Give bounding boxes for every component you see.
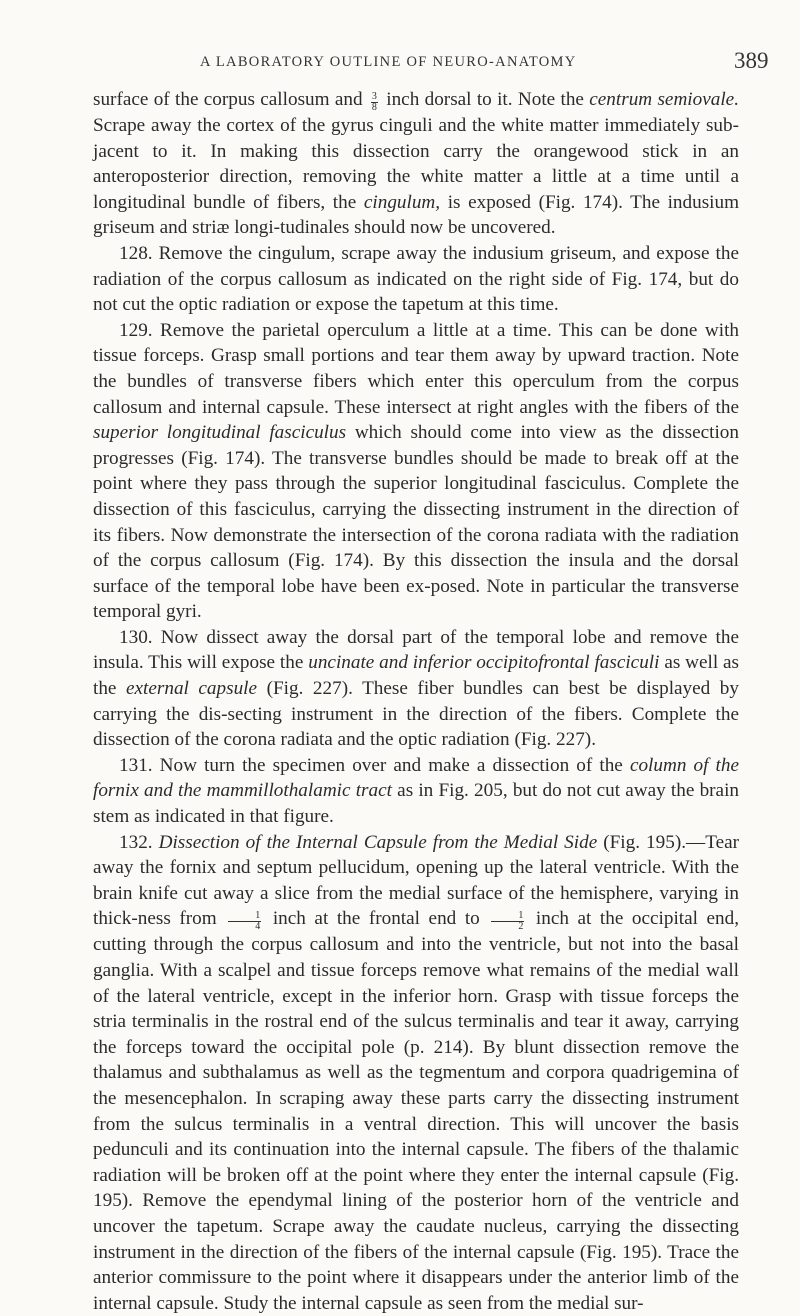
paragraph-continued	[93, 87, 739, 241]
italic-term: centrum semiovale.	[589, 89, 739, 110]
fraction	[371, 92, 378, 113]
text-run: 129. Remove the parietal operculum a little at a time. This can be done with tissue forceps. Grasp small portions and tear them away by upward traction. Note the bundles of transverse fibers which enter this operculum from the corpus callosum and internal capsule. These intersect at right angles with the fibers of the	[93, 319, 739, 418]
text-run: (Fig. 227). These fiber bundles can best be displayed by carrying the dis-secting instrument in the direction of the fibers. Complete the dissection of the corona radiata and the optic radiation (Fig. 227).	[93, 678, 739, 751]
text-run: inch dorsal to it. Note the	[386, 89, 584, 110]
text-run: inch at the occipital end, cutting through the corpus callosum and into the ventricle, but not into the basal ganglia. With a scalpel and tissue forceps remove what remains of the medial wall of the lateral ventricle, except in the inferior horn. Grasp with tissue forceps the stria terminalis in the rostral end of the sulcus terminalis and tear it away, carrying the forceps toward the occipital pole (p. 214). By blunt dissection remove the thalamus and subthalamus as well as the tegmentum and corpora quadrigemina of the mesencephalon. In scraping away these parts carry the dissecting instrument from the sulcus terminalis in a ventral direction. This will uncover the basis pedunculi and its continuation into the internal capsule. The fibers of the thalamic radiation will be broken off at the point where they enter the internal capsule (Fig. 195). Remove the ependymal lining of the posterior horn of the ventricle and uncover the tapetum. Scrape away the caudate nucleus, carrying the dissecting instrument in the direction of the fibers of the internal capsule (Fig. 195). Trace the anterior commissure to the point where it disappears under the anterior limb of the internal capsule. Study the internal capsule as seen from the medial sur-	[93, 908, 740, 1314]
text-run: as in Fig. 205, but do not cut away the brain stem as indicated in that figure.	[93, 780, 739, 828]
paragraph-132	[93, 830, 739, 1316]
body-text	[93, 87, 739, 1316]
text-run: inch at the frontal end to	[272, 908, 480, 930]
running-head: A LABORATORY OUTLINE OF NEURO-ANATOMY	[200, 54, 577, 70]
fraction-numerator: 1	[491, 911, 524, 922]
paragraph-129	[93, 318, 739, 625]
text-run: 132.	[119, 831, 153, 853]
italic-term: cingulum,	[363, 191, 441, 213]
text-run: Scrape away the cortex of the gyrus cinguli and the white matter immediately sub-jacent to it. In making this dissection carry the orangewood stick in an anteroposterior direction, removing the white matter a little at a time until a longitudinal bundle of fibers, the	[93, 115, 739, 213]
text-run: surface of the corpus callosum and	[93, 89, 363, 110]
italic-term: column of the fornix and the mammillothalamic tract	[93, 754, 739, 802]
paragraph-131	[93, 753, 739, 830]
text-run: (Fig. 195).—Tear away the fornix and septum pellucidum, opening up the lateral ventricle. With the brain knife cut away a slice from the medial surface of the hemisphere, varying in thick-ness from	[93, 831, 740, 930]
text-run: is exposed (Fig. 174). The indusium griseum and striæ longi-tudinales should now be uncovered.	[93, 191, 740, 239]
fraction	[491, 911, 524, 932]
paragraph-130	[93, 625, 739, 753]
italic-heading: Dissection of the Internal Capsule from the Medial Side	[158, 831, 598, 853]
text-run: as well as the	[93, 652, 740, 700]
text-run: 128. Remove the cingulum, scrape away the indusium griseum, and expose the radiation of the corpus callosum as indicated on the right side of Fig. 174, but do not cut the optic radiation or expose the tapetum at this time.	[93, 242, 739, 316]
fraction-denominator: 4	[255, 921, 261, 933]
fraction	[228, 911, 261, 932]
text-run: 131. Now turn the specimen over and make a dissection of the	[119, 754, 623, 776]
italic-term: external capsule	[126, 678, 258, 700]
page-number: 389	[734, 48, 769, 73]
text-run: which should come into view as the dissection progresses (Fig. 174). The transverse bundles should be made to break off at the point where they pass through the superior longitudinal fasciculus. Complete the dissection of this fasciculus, carrying the dissecting instrument in the direction of its fibers. Now demonstrate the intersection of the corona radiata with the radiation of the corpus callosum (Fig. 174). By this dissection the insula and the dorsal surface of the temporal lobe have been ex-posed. Note in particular the transverse temporal gyri.	[93, 422, 739, 623]
paragraph-128	[93, 241, 739, 318]
fraction-denominator: 2	[518, 921, 524, 933]
text-run: 130. Now dissect away the dorsal part of the temporal lobe and remove the insula. This will expose the	[93, 626, 739, 674]
italic-term: uncinate and inferior occipitofrontal fasciculi	[308, 652, 660, 674]
italic-term: superior longitudinal fasciculus	[93, 422, 347, 444]
fraction-numerator: 3	[371, 91, 377, 102]
fraction-numerator: 1	[228, 911, 261, 922]
fraction-denominator: 8	[371, 102, 377, 113]
